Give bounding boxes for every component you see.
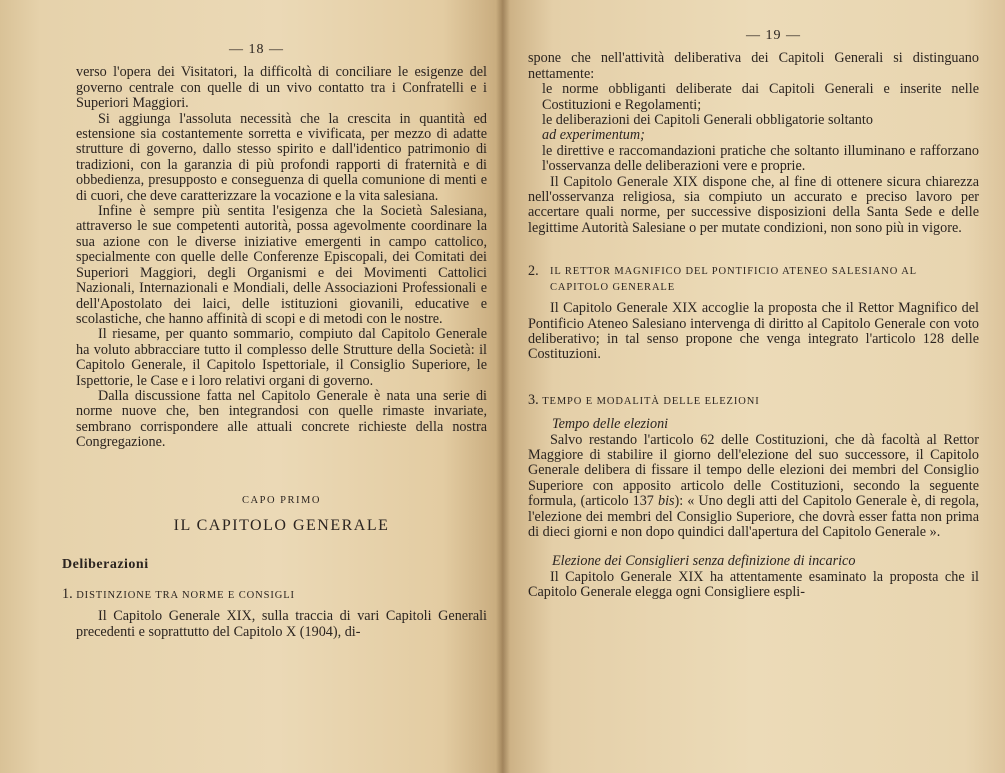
- heading-text: DISTINZIONE TRA NORME E CONSIGLI: [76, 589, 295, 601]
- list-item-italic: ad experimentum;: [542, 127, 645, 144]
- heading-text: IL RETTOR MAGNIFICO DEL PONTIFICIO ATENEO SALESIANO AL CAPITOLO GENERALE: [550, 266, 917, 293]
- chapter-label: CAPO PRIMO: [242, 494, 321, 506]
- subheading: Elezione dei Consiglieri senza definizione di incarico: [552, 553, 856, 570]
- book-gutter: [496, 0, 510, 773]
- heading-text: TEMPO E MODALITÀ DELLE ELEZIONI: [542, 395, 760, 407]
- paragraph: verso l'opera dei Visitatori, la difficoltà di conciliare le esigenze del governo centrale con quelle di un vivo contatto tra i Confratelli e i Superiori Maggiori.: [76, 64, 487, 112]
- subheading: Tempo delle elezioni: [552, 416, 669, 433]
- paragraph-text: Salvo restando l'articolo 62 delle Costituzioni, che dà facoltà al Rettor Maggiore di stabilire il giorno dell'elezione del suo successore, il Capitolo Generale delibera di fissare il tempo delle elezioni dei membri del Consiglio Superiore con apposito articolo delle Costituzioni, secondo la seguente formula, (articolo 137: [528, 431, 979, 510]
- list-item: [542, 113, 979, 144]
- paragraph: spone che nell'attività deliberativa dei Capitoli Generali si distinguano nettamente:: [528, 50, 979, 82]
- section-heading: Deliberazioni: [62, 557, 149, 573]
- paragraph: Il Capitolo Generale XIX dispone che, al fine di ottenere sicura chiarezza nell'osservanza religiosa, sia compiuto un accurato e preciso lavoro per accertare quali norme, per successive disposizioni della Santa Sede e delle legittime Autorità Salesiane o per mutate condizioni, non sono più in vigore.: [528, 173, 979, 236]
- paragraph-italic: bis: [657, 493, 675, 510]
- page-number: — 18 —: [229, 42, 284, 57]
- paragraph: Il Capitolo Generale XIX ha attentamente esaminato la proposta che il Capitolo Generale elegga ogni Consigliere espli-: [528, 568, 979, 601]
- list-item: le direttive e raccomandazioni pratiche che soltanto illuminano e rafforzano l'osservanza delle deliberazioni vere e proprie.: [542, 142, 979, 175]
- paragraph: [528, 433, 979, 541]
- list-item: le norme obbliganti deliberate dai Capitoli Generali e inserite nelle Costituzioni e Regolamenti;: [542, 81, 979, 113]
- paragraph: Il Capitolo Generale XIX, sulla traccia di vari Capitoli Generali precedenti e soprattutto del Capitolo X (1904), di-: [76, 608, 487, 640]
- heading-number: 3.: [528, 391, 539, 408]
- paragraph-text: ): « Uno degli atti del Capitolo Generale è, di regola, l'elezione dei membri del Consiglio Superiore, che dovrà esser fatta non prima di dieci giorni e non dopo quindici dall'apertura del Capitolo Generale ».: [528, 493, 980, 540]
- paragraph: Dalla discussione fatta nel Capitolo Generale è nata una serie di norme nuove che, ben integrandosi con quelle rimaste invariate, sembrano corrispondere alle attuali concrete richieste della nostra Congregazione.: [76, 387, 487, 451]
- page-number: — 19 —: [746, 28, 801, 43]
- paragraph: Si aggiunga l'assoluta necessità che la crescita in quantità ed estensione sia costantemente sorretta e vivificata, per mezzo di adatte strutture di governo, dallo stesso spirito e dall'identico patrimonio di tradizioni, con la garanzia di più profondi rapporti di fraternità e di obbedienza, presupposto e conseguenza di quella comunione di menti e di cuori, che deve caratterizzare la vocazione e la vita salesiana.: [76, 110, 487, 204]
- paragraph: Il riesame, per quanto sommario, compiuto dal Capitolo Generale ha voluto abbracciare tutto il complesso delle Strutture della Società: il Capitolo Generale, il Capitolo Ispettoriale, il Consiglio Superiore, le Ispettorie, le Case e i loro relativi organi di governo.: [76, 326, 487, 389]
- right-page: [503, 0, 1005, 773]
- numbered-heading: [528, 393, 979, 409]
- chapter-title: IL CAPITOLO GENERALE: [173, 516, 390, 534]
- paragraph: Il Capitolo Generale XIX accoglie la proposta che il Rettor Magnifico del Pontificio Ateneo Salesiano intervenga di diritto al Capitolo Generale con voto deliberativo; in tal senso propone che venga integrato l'articolo 128 delle Costituzioni.: [528, 300, 979, 363]
- numbered-heading: [528, 264, 979, 295]
- paragraph: Infine è sempre più sentita l'esigenza che la Società Salesiana, attraverso le sue competenti autorità, possa agevolmente coordinare la sua azione con le diverse iniziative emergenti in campo cattolico, specialmente con quelle delle Conferenze Episcopali, dei Comitati dei Superiori Maggiori, degli Organismi e dei Movimenti Cattolici Nazionali, Internazionali e Mondiali, delle Associazioni Professionali e dell'Apostolato dei laici, delle istituzioni giovanili, educative e scolastiche, che hanno affinità di scopi e di metodi con le nostre.: [76, 203, 487, 327]
- heading-number: 2.: [528, 263, 539, 280]
- heading-number: 1.: [62, 585, 73, 602]
- list-item-text: le deliberazioni dei Capitoli Generali obbligatorie soltanto: [542, 112, 873, 129]
- numbered-heading: [62, 587, 487, 603]
